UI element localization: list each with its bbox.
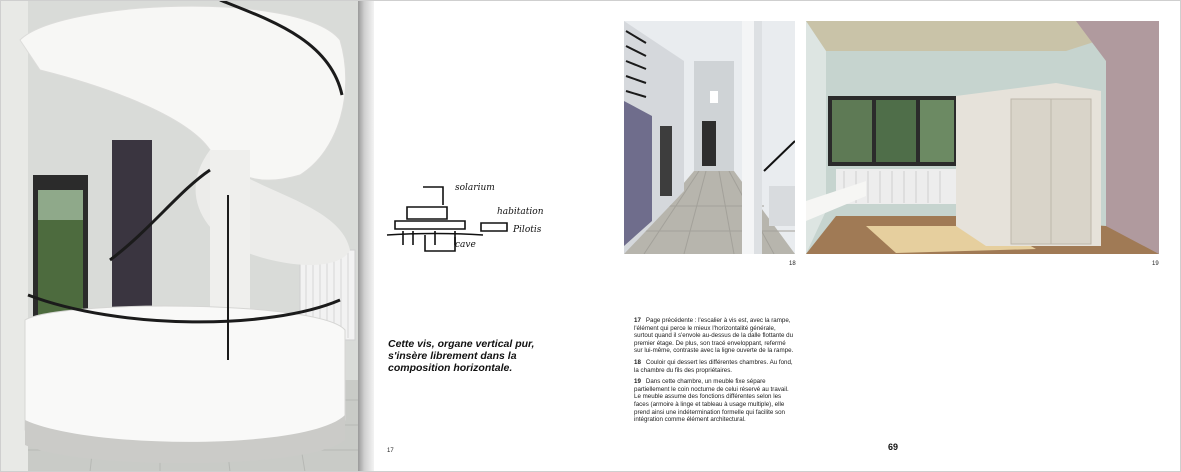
sketch-label-right: Pilotis	[513, 225, 542, 235]
photo-number-19: 19	[1152, 261, 1159, 267]
sketch-label-top: solarium	[455, 183, 495, 193]
staircase-photo	[0, 0, 358, 472]
note-17	[634, 317, 794, 355]
note-18	[634, 359, 794, 374]
sketch-label-middle: habitation	[497, 207, 544, 217]
photo-number-17: 17	[387, 448, 394, 454]
note-number: 18	[634, 358, 641, 366]
sketch-label-bottom: cave	[455, 240, 476, 250]
main-caption: Cette vis, organe vertical pur, s'insère librement dans la composition horizontale.	[388, 338, 535, 374]
page-gutter	[358, 0, 374, 472]
note-text: Page précédente : l'escalier à vis est, avec la rampe, l'élément qui perce le mieux l'horizontalité générale, surtout quand il s'envole au-dessus de la dalle flottante du premier étage. De plus, son tracé enveloppant, refermé sur lui-même, contraste avec la ligne ouverte de la rampe.	[634, 317, 794, 355]
note-19	[634, 378, 794, 424]
note-text: Couloir qui dessert les différentes chambres. Au fond, la chambre du fils des propriétaires.	[634, 358, 793, 374]
photo-notes	[634, 317, 794, 428]
page-number: 69	[888, 442, 899, 452]
note-number: 17	[634, 317, 641, 324]
corridor-photo	[624, 21, 795, 254]
note-number: 19	[634, 378, 641, 386]
bedroom-photo	[806, 21, 1159, 254]
architect-sketch	[385, 175, 555, 255]
note-text: Dans cette chambre, un meuble fixe sépare partiellement le coin nocturne de celui réservé au travail. Le meuble assume des fonctions différentes selon les faces (armoire à linge et tableau à usage multiple), elle prend ainsi une indétermination formelle qui facilite son intégration comme élément architectural.	[634, 378, 789, 424]
photo-number-18: 18	[789, 261, 796, 267]
